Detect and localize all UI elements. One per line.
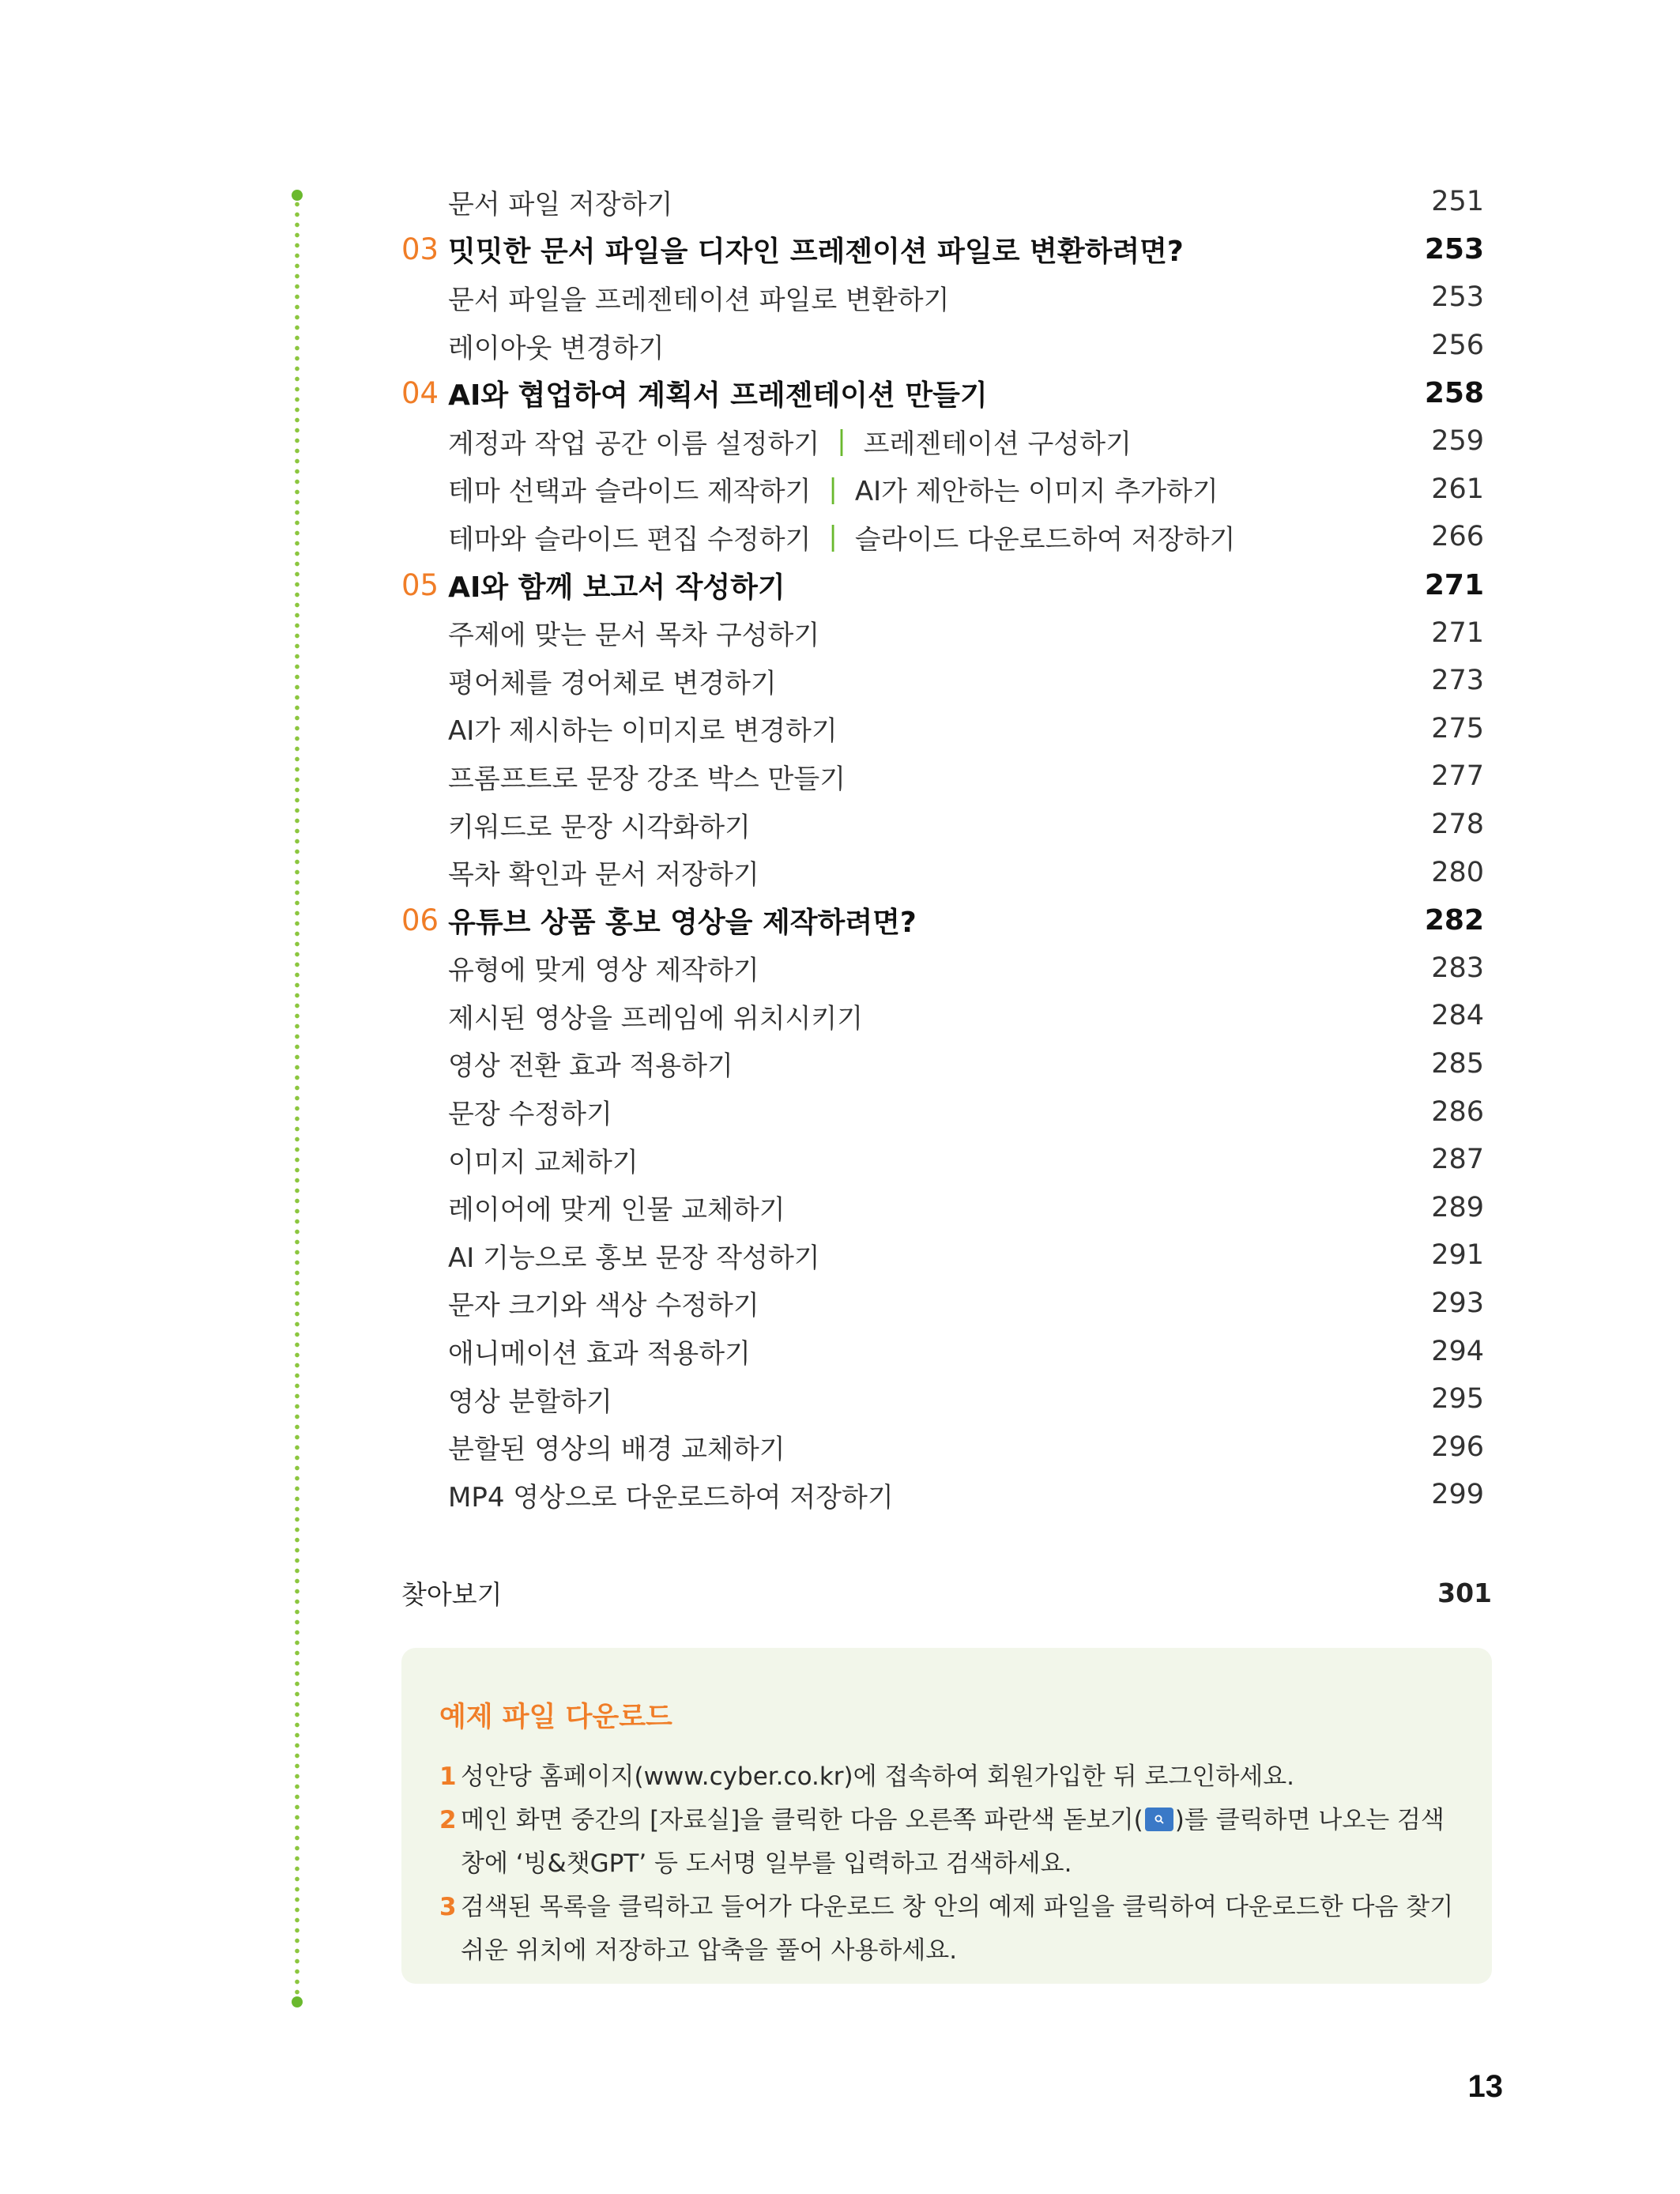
toc-entry-title: AI가 제시하는 이미지로 변경하기 <box>448 715 838 748</box>
toc-entry-label <box>448 1092 612 1131</box>
rail-dots <box>295 199 299 1998</box>
toc-entry-title: 분할된 영상의 배경 교체하기 <box>448 1434 785 1466</box>
toc-entry-row <box>401 1327 1484 1375</box>
toc-page-number: 278 <box>1431 809 1484 841</box>
toc-page-number: 291 <box>1431 1239 1484 1272</box>
toc-page-number: 294 <box>1431 1335 1484 1367</box>
toc-entry-title: AI와 협업하여 계획서 프레젠테이션 만들기 <box>448 379 988 413</box>
toc-entry-row <box>401 1088 1484 1136</box>
toc-entry-row <box>401 705 1484 753</box>
search-icon <box>1145 1808 1173 1831</box>
toc-entry-label <box>448 613 819 652</box>
toc-entry-row <box>401 657 1484 705</box>
toc-entry-title: 유튜브 상품 홍보 영상을 제작하려면? <box>448 906 917 939</box>
toc-chapter-row <box>401 226 1484 274</box>
toc-page-number: 271 <box>1424 568 1484 601</box>
toc-entry-title: 테마와 슬라이드 편집 수정하기 <box>448 523 812 556</box>
toc-entry-label <box>448 518 1235 556</box>
toc-entry-title: 테마 선택과 슬라이드 제작하기 <box>448 476 812 508</box>
toc-entry-title: 이미지 교체하기 <box>448 1146 638 1178</box>
toc-chapter-row <box>401 561 1484 609</box>
toc-entry-title: 제시된 영상을 프레임에 위치시키기 <box>448 1002 864 1035</box>
toc-entry-label <box>448 1476 894 1514</box>
toc-entry-label <box>448 326 665 365</box>
toc-entry-title: 영상 전환 효과 적용하기 <box>448 1050 733 1083</box>
toc-entry-row <box>401 609 1484 657</box>
toc-entry-row <box>401 801 1484 849</box>
toc-entry-row <box>401 1136 1484 1184</box>
toc-entry-label <box>448 1332 751 1370</box>
chapter-number: 06 <box>401 903 439 937</box>
download-info-box <box>401 1648 1492 1984</box>
toc-entry-title: 애니메이션 효과 적용하기 <box>448 1338 751 1370</box>
toc-entry-row <box>401 752 1484 801</box>
toc-entry-label <box>448 1380 612 1419</box>
toc-page-number: 289 <box>1431 1191 1484 1223</box>
toc-entry-title: AI 기능으로 홍보 문장 작성하기 <box>448 1242 820 1274</box>
toc-entry-label <box>448 948 759 987</box>
toc-page-number: 285 <box>1431 1047 1484 1080</box>
toc-entry-label <box>448 1284 759 1322</box>
toc-entry-label <box>448 469 1219 508</box>
toc-entry-label <box>448 1140 638 1179</box>
toc-page-number: 280 <box>1431 856 1484 888</box>
toc-entry-label <box>448 1236 820 1275</box>
toc-page-number: 253 <box>1431 281 1484 314</box>
toc-entry-row <box>401 273 1484 322</box>
toc-entry-row <box>401 322 1484 370</box>
toc-separator: | <box>837 425 846 458</box>
toc-page-number: 253 <box>1424 233 1484 266</box>
toc-entry-label <box>448 853 759 892</box>
step-text-part-a: 메인 화면 중간의 [자료실]을 클릭한 다음 오른쪽 파란색 돋보기( <box>461 1806 1143 1834</box>
table-of-contents <box>401 178 1492 1617</box>
toc-separator: | <box>828 473 838 505</box>
index-page-number: 301 <box>1437 1578 1492 1609</box>
toc-page-number: 293 <box>1431 1287 1484 1319</box>
toc-entry-title-secondary: 슬라이드 다운로드하여 저장하기 <box>854 523 1236 556</box>
toc-page-number: 284 <box>1431 1000 1484 1032</box>
decorative-dotted-rail <box>292 190 303 2007</box>
toc-page-number: 271 <box>1431 616 1484 649</box>
rail-bottom-dot <box>292 1996 303 2007</box>
toc-entry-title: 밋밋한 문서 파일을 디자인 프레젠이션 파일로 변환하려면? <box>448 236 1184 269</box>
toc-entry-title: 프롬프트로 문장 강조 박스 만들기 <box>448 763 846 795</box>
toc-chapter-row <box>401 896 1484 944</box>
toc-entry-label <box>448 662 777 700</box>
toc-entry-title: 레이어에 맞게 인물 교체하기 <box>448 1194 785 1227</box>
toc-entry-label <box>401 565 785 605</box>
step-text: 성안당 홈페이지(www.cyber.co.kr)에 접속하여 회원가입한 뒤 로그인하세요. <box>461 1762 1294 1791</box>
chapter-number: 03 <box>401 232 439 267</box>
toc-entry-label <box>448 183 672 221</box>
toc-entry-row <box>401 1040 1484 1088</box>
toc-page-number: 283 <box>1431 952 1484 984</box>
toc-index-row <box>401 1570 1492 1618</box>
toc-page-number: 277 <box>1431 760 1484 793</box>
toc-page-number: 287 <box>1431 1144 1484 1176</box>
toc-page-number: 286 <box>1431 1095 1484 1128</box>
toc-entry-title: AI와 함께 보고서 작성하기 <box>448 571 785 604</box>
toc-entry-label <box>401 373 988 413</box>
toc-entry-row <box>401 417 1484 466</box>
toc-page-number: 295 <box>1431 1383 1484 1416</box>
toc-entry-title: 계정과 작업 공간 이름 설정하기 <box>448 428 820 460</box>
toc-entry-label <box>401 229 1184 270</box>
page-number: 13 <box>1467 2069 1503 2104</box>
toc-entry-label <box>401 900 917 941</box>
toc-entry-title: 평어체를 경어체로 변경하기 <box>448 667 777 699</box>
toc-entry-title: 문서 파일을 프레젠테이션 파일로 변환하기 <box>448 284 950 316</box>
toc-entry-title: 레이아웃 변경하기 <box>448 332 665 364</box>
toc-page-number: 273 <box>1431 665 1484 697</box>
download-box-title: 예제 파일 다운로드 <box>439 1702 672 1733</box>
toc-entry-row <box>401 992 1484 1040</box>
toc-entry-row <box>401 1375 1484 1423</box>
toc-entry-title-secondary: AI가 제안하는 이미지 추가하기 <box>854 476 1219 508</box>
toc-entry-title: 문서 파일 저장하기 <box>448 188 673 221</box>
step-text-part-b: )를 클릭하면 나오는 검색 창에 ‘빙&챗GPT’ 등 도서명 일부를 입력하고 검색하세요. <box>461 1806 1445 1878</box>
toc-entry-row <box>401 1471 1484 1519</box>
toc-entry-label <box>448 997 863 1035</box>
toc-page-number: 259 <box>1431 425 1484 458</box>
toc-entry-label <box>448 278 949 317</box>
toc-page-number: 296 <box>1431 1431 1484 1463</box>
toc-chapter-row <box>401 369 1484 417</box>
toc-entry-title-secondary: 프레젠테이션 구성하기 <box>863 428 1132 460</box>
step-number: 3 <box>439 1893 457 1921</box>
toc-page-number: 282 <box>1424 903 1484 937</box>
toc-entry-row <box>401 178 1484 226</box>
toc-page-number: 266 <box>1431 521 1484 553</box>
toc-page-number: 256 <box>1431 330 1484 362</box>
toc-entry-title: MP4 영상으로 다운로드하여 저장하기 <box>448 1481 894 1514</box>
toc-entry-label <box>448 422 1132 461</box>
toc-entry-row <box>401 1231 1484 1280</box>
step-text <box>461 1799 1454 1886</box>
toc-entry-row <box>401 1423 1484 1471</box>
toc-entry-label <box>448 709 838 748</box>
toc-entry-label <box>448 1044 733 1083</box>
toc-entry-row <box>401 1183 1484 1231</box>
toc-page-number: 275 <box>1431 712 1484 745</box>
toc-page-number: 299 <box>1431 1479 1484 1511</box>
toc-entry-title: 유형에 맞게 영상 제작하기 <box>448 955 759 987</box>
download-step-3 <box>439 1886 1454 1973</box>
toc-entry-label <box>448 1427 785 1466</box>
toc-entry-row <box>401 944 1484 993</box>
index-label: 찾아보기 <box>401 1579 503 1611</box>
chapter-number: 05 <box>401 567 439 602</box>
toc-entry-title: 문장 수정하기 <box>448 1099 612 1131</box>
toc-page-number: 261 <box>1431 473 1484 505</box>
step-text: 검색된 목록을 클릭하고 들어가 다운로드 창 안의 예제 파일을 클릭하여 다운로드한 다음 찾기 쉬운 위치에 저장하고 압축을 풀어 사용하세요. <box>461 1893 1454 1965</box>
toc-page-number: 251 <box>1431 186 1484 218</box>
toc-entry-title: 목차 확인과 문서 저장하기 <box>448 859 759 892</box>
toc-entry-title: 주제에 맞는 문서 목차 구성하기 <box>448 620 820 652</box>
download-step-1 <box>439 1755 1454 1799</box>
toc-entry-label <box>448 1188 785 1227</box>
toc-separator: | <box>828 521 838 553</box>
toc-entry-row <box>401 848 1484 896</box>
toc-entry-label <box>448 805 751 844</box>
step-number: 2 <box>439 1806 457 1834</box>
toc-entry-title: 영상 분할하기 <box>448 1385 612 1418</box>
toc-entry-label <box>448 757 846 796</box>
toc-entry-row <box>401 466 1484 514</box>
toc-entry-title: 문자 크기와 색상 수정하기 <box>448 1290 759 1322</box>
chapter-number: 04 <box>401 376 439 411</box>
toc-entry-row <box>401 1280 1484 1328</box>
toc-entry-row <box>401 513 1484 561</box>
toc-entry-title: 키워드로 문장 시각화하기 <box>448 811 751 843</box>
step-number: 1 <box>439 1762 457 1791</box>
toc-page-number: 258 <box>1424 377 1484 410</box>
download-step-2 <box>439 1799 1454 1886</box>
